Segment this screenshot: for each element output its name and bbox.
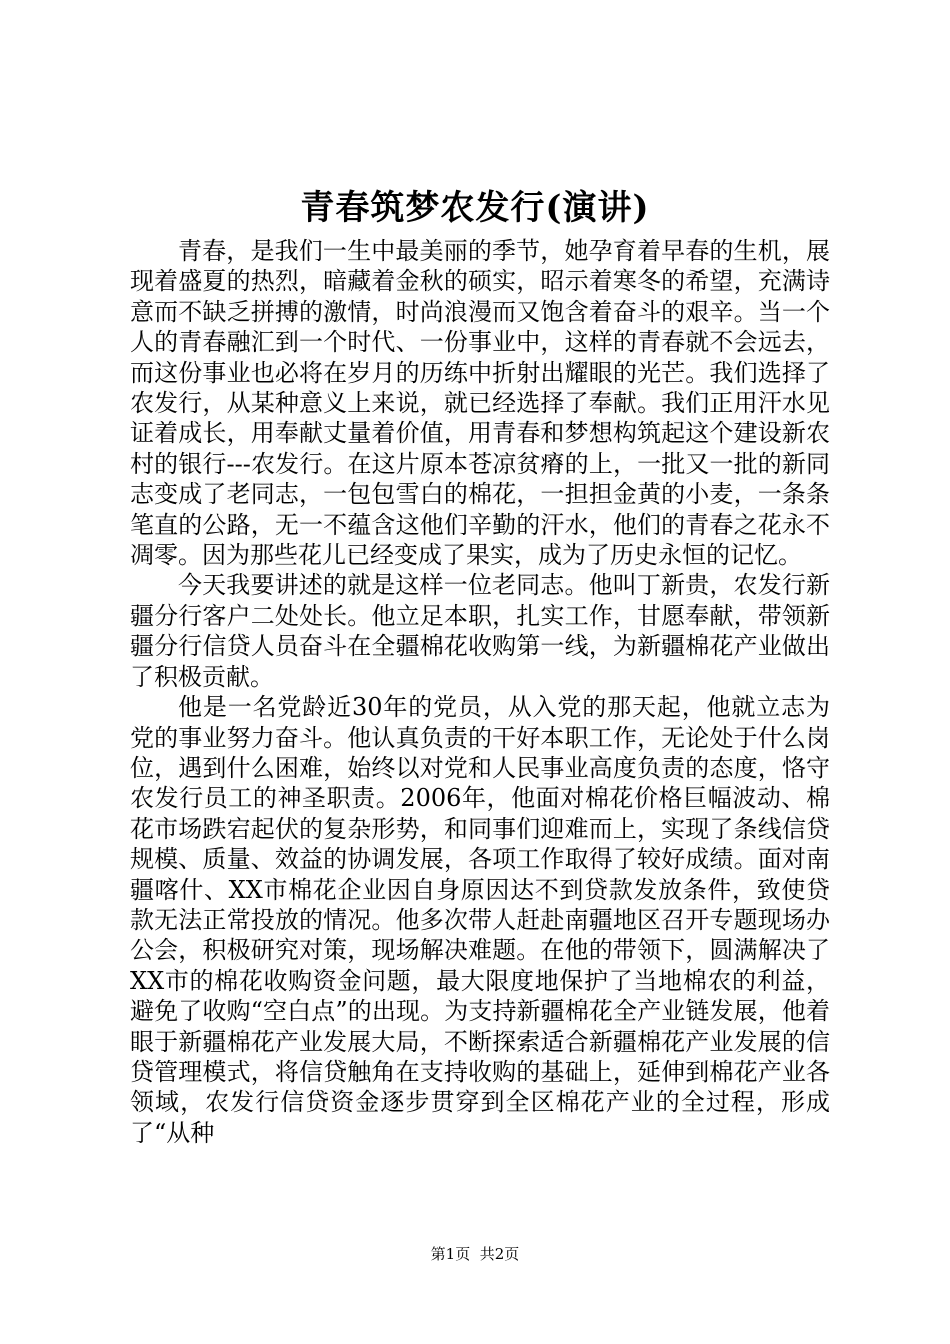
page-total: 共2页: [479, 1245, 520, 1263]
document-body: [130, 236, 830, 1148]
paragraph-2: 今天我要讲述的就是这样一位老同志。他叫丁新贵，农发行新疆分行客户二处处长。他立足本职，扎实工作，甘愿奉献，带领新疆分行信贷人员奋斗在全疆棉花收购第一线，为新疆棉花产业做出了积极贡献。: [130, 571, 830, 691]
paragraph-1: 青春，是我们一生中最美丽的季节，她孕育着早春的生机，展现着盛夏的热烈，暗藏着金秋的硕实，昭示着寒冬的希望，充满诗意而不缺乏拼搏的激情，时尚浪漫而又饱含着奋斗的艰辛。当一个人的青春融汇到一个时代、一份事业中，这样的青春就不会远去，而这份事业也必将在岁月的历练中折射出耀眼的光芒。我们选择了农发行，从某种意义上来说，就已经选择了奉献。我们正用汗水见证着成长，用奉献丈量着价值，用青春和梦想构筑起这个建设新农村的银行---农发行。在这片原本苍凉贫瘠的上，一批又一批的新同志变成了老同志，一包包雪白的棉花，一担担金黄的小麦，一条条笔直的公路，无一不蕴含这他们辛勤的汗水，他们的青春之花永不凋零。因为那些花儿已经变成了果实，成为了历史永恒的记忆。: [130, 237, 830, 570]
page-number: 第1页: [430, 1245, 471, 1263]
paragraph-3: 他是一名党龄近30年的党员，从入党的那天起，他就立志为党的事业努力奋斗。他认真负责的干好本职工作，无论处于什么岗位，遇到什么困难，始终以对党和人民事业高度负责的态度，恪守农发行员工的神圣职责。2006年，他面对棉花价格巨幅波动、棉花市场跌宕起伏的复杂形势，和同事们迎难而上，实现了条线信贷规模、质量、效益的协调发展，各项工作取得了较好成绩。面对南疆喀什、XX市棉花企业因自身原因达不到贷款发放条件，致使贷款无法正常投放的情况。他多次带人赶赴南疆地区召开专题现场办公会，积极研究对策，现场解决难题。在他的带领下，圆满解决了XX市的棉花收购资金问题，最大限度地保护了当地棉农的利益，避免了收购“空白点”的出现。为支持新疆棉花全产业链发展，他着眼于新疆棉花产业发展大局，不断探索适合新疆棉花产业发展的信贷管理模式，将信贷触角在支持收购的基础上，延伸到棉花产业各领域，农发行信贷资金逐步贯穿到全区棉花产业的全过程，形成了“从种: [130, 693, 830, 1147]
footer-spacer: [470, 1245, 480, 1263]
page-footer: [0, 1244, 950, 1264]
document-title: 青春筑梦农发行(演讲): [300, 188, 650, 228]
